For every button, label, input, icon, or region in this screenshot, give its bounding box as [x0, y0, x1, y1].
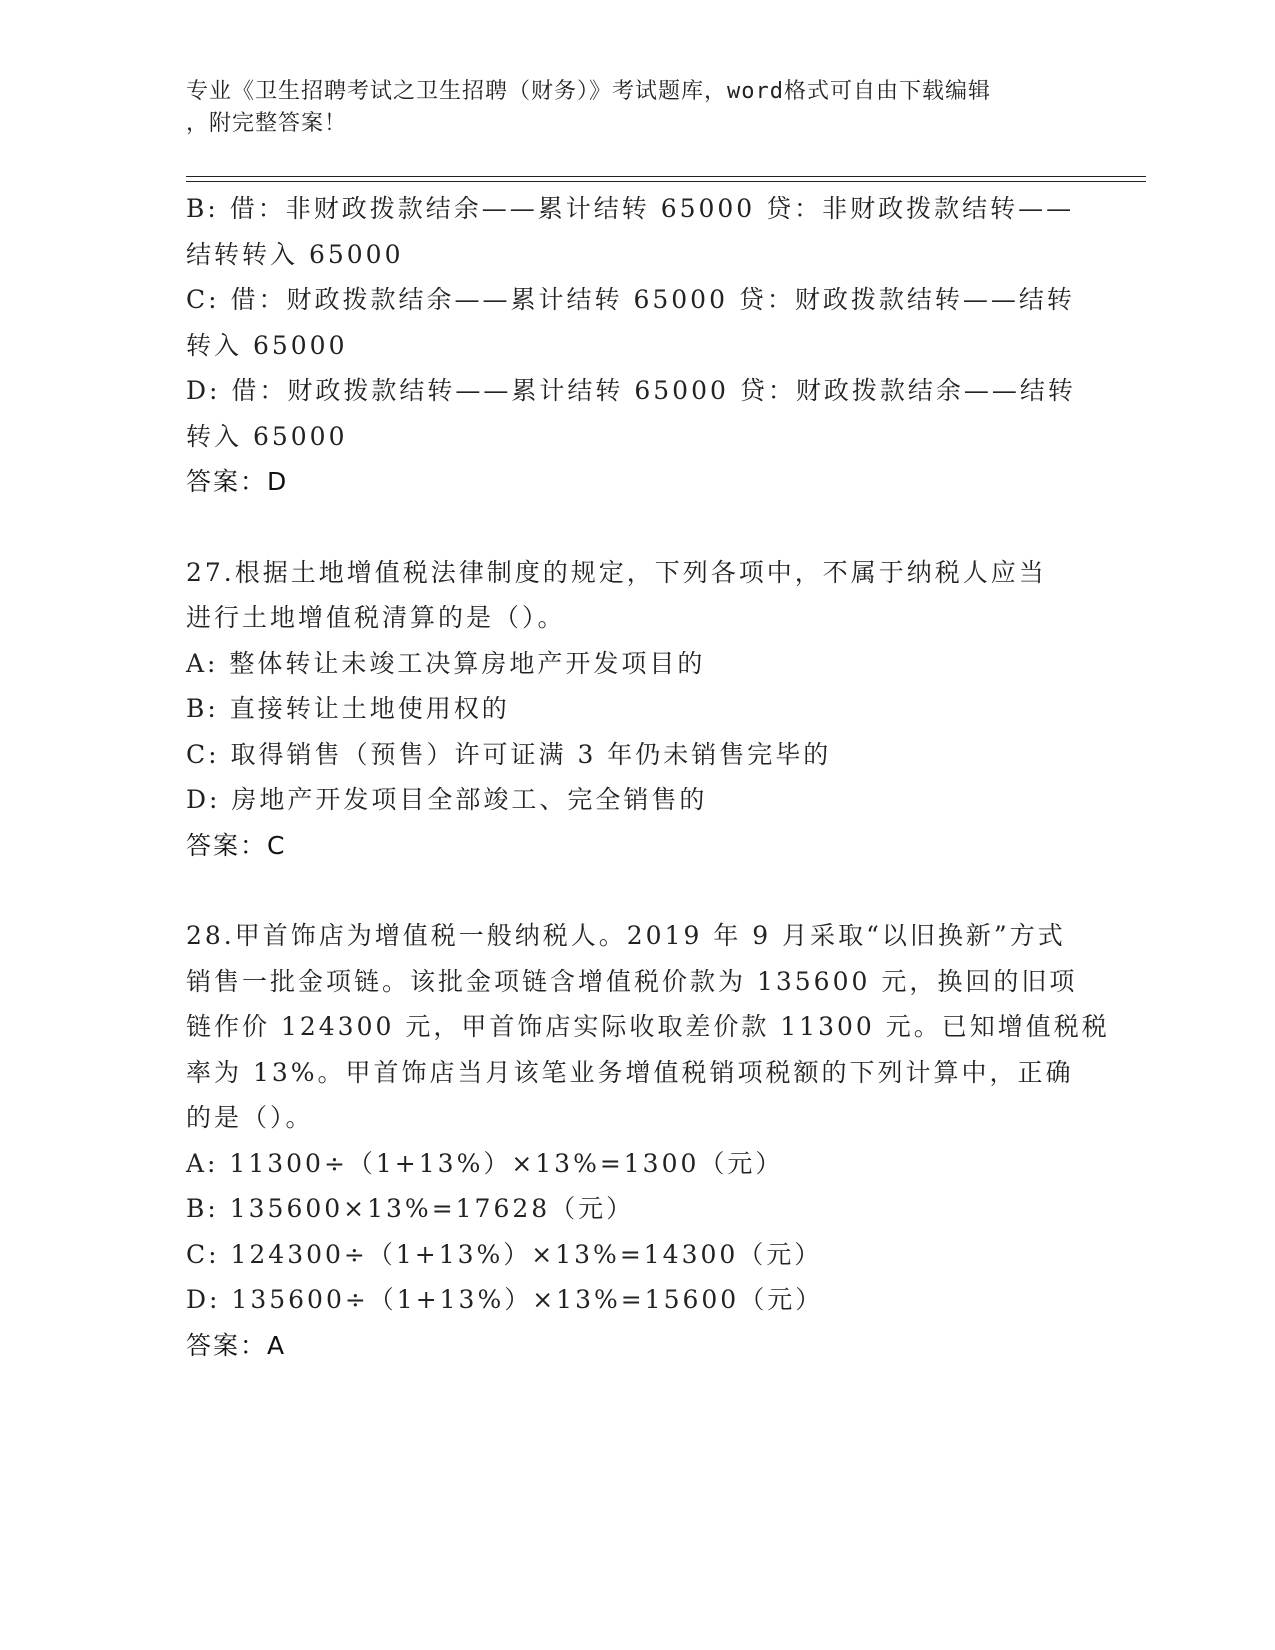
q26-option-c-line1: C: 借：财政拨款结余——累计结转 65000 贷：财政拨款结转——结转 — [186, 285, 1075, 314]
q26-option-d-line1: D: 借：财政拨款结转——累计结转 65000 贷：财政拨款结余——结转 — [186, 376, 1076, 405]
q27-stem-line2: 进行土地增值税清算的是（）。 — [186, 603, 566, 632]
q26-option-b-line1: B: 借：非财政拨款结余——累计结转 65000 贷：非财政拨款结转—— — [186, 194, 1075, 223]
document-body — [186, 186, 1110, 1368]
question-spacer — [186, 505, 1076, 550]
question-26 — [186, 186, 1076, 505]
q27-option-c: C: 取得销售（预售）许可证满 3 年仍未销售完毕的 — [186, 739, 832, 769]
q26-option-d-line2: 转入 65000 — [186, 421, 348, 451]
question-27 — [186, 550, 1076, 869]
question-spacer — [186, 868, 1076, 913]
q28-option-b: B: 135600×13%=17628（元） — [186, 1194, 635, 1223]
q27-option-b: B: 直接转让土地使用权的 — [186, 694, 510, 723]
q28-stem-line4: 率为 13%。甲首饰店当月该笔业务增值税销项税额的下列计算中，正确 — [186, 1057, 1074, 1087]
q26-option-c-line2: 转入 65000 — [186, 330, 348, 360]
document-header — [186, 76, 1066, 140]
q28-option-c: C: 124300÷（1+13%）×13%=14300（元） — [186, 1239, 823, 1269]
header-divider-bottom — [186, 181, 1146, 182]
header-title-line-1: 专业《卫生招聘考试之卫生招聘（财务）》考试题库，word格式可自由下载编辑 — [186, 79, 991, 104]
q28-option-a: A: 11300÷（1+13%）×13%=1300（元） — [186, 1148, 784, 1178]
q27-stem-line1: 27.根据土地增值税法律制度的规定，下列各项中，不属于纳税人应当 — [186, 557, 1047, 587]
q28-stem-line2: 销售一批金项链。该批金项链含增值税价款为 135600 元，换回的旧项 — [186, 966, 1078, 996]
q27-answer: 答案：C — [186, 830, 287, 860]
q28-option-d: D: 135600÷（1+13%）×13%=15600（元） — [186, 1285, 824, 1314]
header-divider-top — [186, 176, 1146, 177]
q28-answer: 答案：A — [186, 1330, 287, 1360]
q27-option-d: D: 房地产开发项目全部竣工、完全销售的 — [186, 785, 708, 814]
q26-answer: 答案：D — [186, 467, 289, 496]
question-28 — [186, 913, 1110, 1368]
header-title-line-2: ，附完整答案！ — [186, 111, 348, 136]
q27-option-a: A: 整体转让未竣工决算房地产开发项目的 — [186, 648, 706, 678]
q26-option-b-line2: 结转转入 65000 — [186, 239, 404, 269]
q28-stem-line3: 链作价 124300 元，甲首饰店实际收取差价款 11300 元。已知增值税税 — [186, 1012, 1110, 1041]
q28-stem-line1: 28.甲首饰店为增值税一般纳税人。2019 年 9 月采取“以旧换新”方式 — [186, 921, 1066, 950]
q28-stem-line5: 的是（）。 — [186, 1103, 314, 1132]
